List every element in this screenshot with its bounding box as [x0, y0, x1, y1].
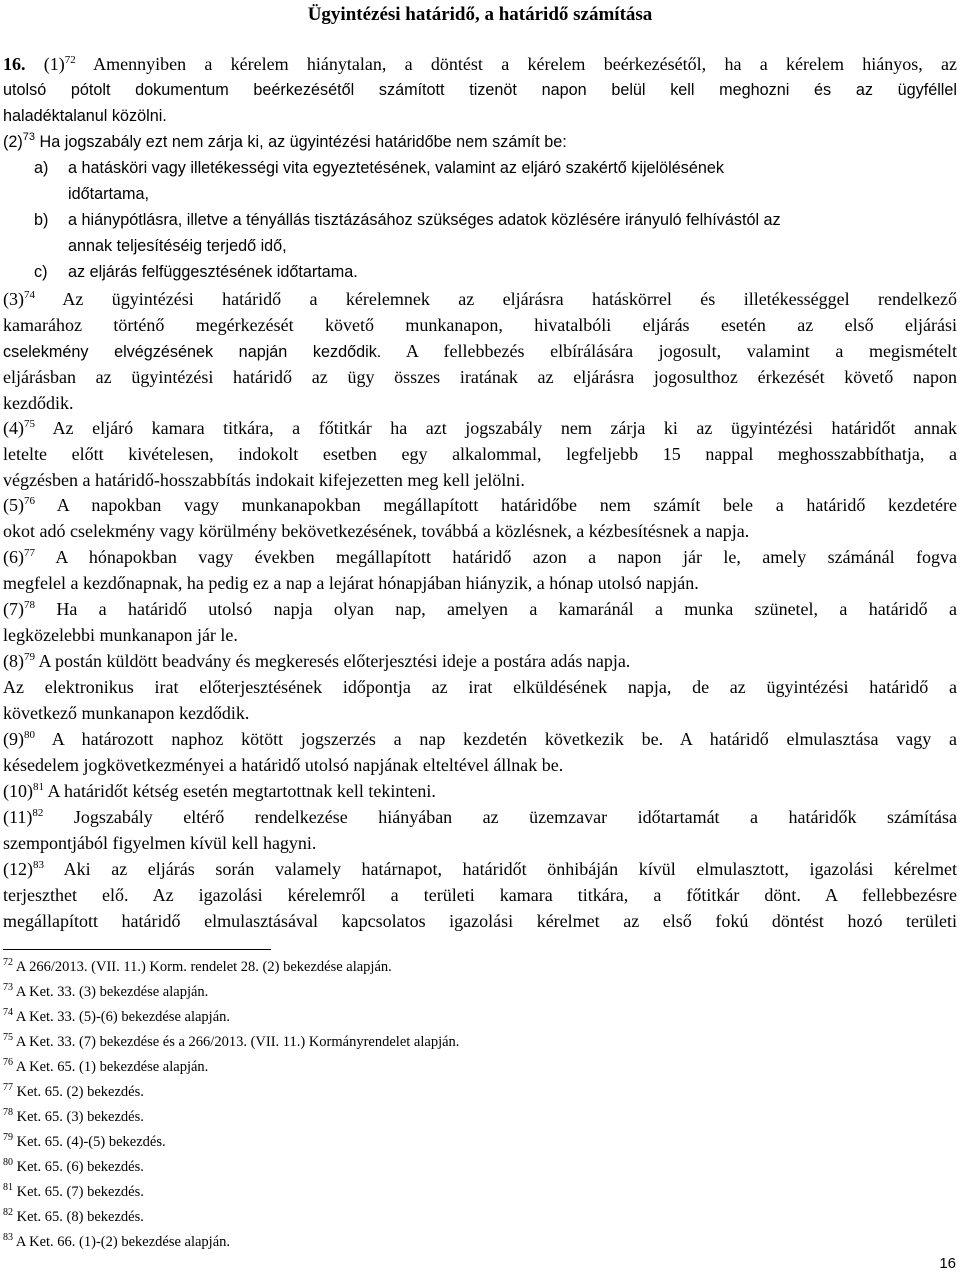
footnote-number: 77: [3, 1082, 13, 1093]
paragraph-12-line-2: terjeszthet elő. Az igazolási kérelemről a területi kamara titkára, a főtitkár dönt. A fellebbezésre: [3, 885, 957, 905]
paragraph-number: (7): [3, 599, 24, 619]
footnote: [3, 958, 392, 976]
paragraph-text: Amennyiben a kérelem hiánytalan, a döntést a kérelem beérkezésétől, ha a kérelem hiányos, az: [93, 54, 957, 74]
footnote-text: A Ket. 33. (5)-(6) bekezdése alapján.: [15, 1009, 231, 1025]
paragraph-text: Jogszabály eltérő rendelkezése hiányában az üzemzavar időtartamát a határidők számítása: [73, 807, 957, 827]
footnote: [3, 1158, 144, 1176]
footnote-number: 78: [3, 1107, 13, 1118]
paragraph-number: (6): [3, 547, 24, 567]
paragraph-11-line-1: [3, 805, 957, 829]
paragraph-text: Az ügyintézési határidő a kérelemnek az eljárásra hatáskörrel és illetékességgel rendelkező: [62, 289, 957, 309]
paragraph-10-line-1: [3, 779, 436, 803]
paragraph-number: (12): [3, 859, 33, 879]
paragraph-3-line-1: [3, 287, 957, 311]
paragraph-text: A hónapokban vagy években megállapított határidő azon a napon jár le, amely számánál fogva: [55, 547, 957, 567]
paragraph-12-line-3: megállapított határidő elmulasztásával kapcsolatos igazolási kérelmet az első fokú döntést hozó területi: [3, 911, 957, 931]
list-item-b-label: b): [34, 211, 49, 229]
footnote-ref: 78: [24, 599, 35, 611]
paragraph-text: Ha a határidő utolsó napja olyan nap, amelyen a kamaránál a munka szünetel, a határidő a: [56, 599, 957, 619]
footnote: [3, 1133, 166, 1151]
list-item-c-line-1: az eljárás felfüggesztésének időtartama.: [68, 263, 358, 281]
footnote-number: 81: [3, 1182, 13, 1193]
list-item-b-line-1: a hiánypótlásra, illetve a tényállás tisztázásához szükséges adatok közlésére irányuló felhívástól az: [68, 211, 781, 229]
footnote-ref: 76: [24, 495, 35, 507]
footnote: [3, 983, 208, 1001]
footnote-ref: 73: [22, 131, 36, 143]
footnote-number: 72: [3, 957, 13, 968]
paragraph-6-line-1: [3, 545, 957, 569]
footnote: [3, 1183, 144, 1201]
footnote-ref: 82: [32, 807, 44, 819]
paragraph-11-line-2: szempontjából figyelmen kívül kell hagyni.: [3, 833, 317, 853]
list-item-b-line-2: annak teljesítéséig terjedő idő,: [68, 237, 287, 255]
footnote-ref: 74: [24, 289, 35, 301]
paragraph-text: A napokban vagy munkanapokban megállapított határidőbe nem számít bele a határidő kezdetére: [56, 495, 957, 515]
footnote-ref: 77: [24, 547, 35, 559]
paragraph-1-line-3: haladéktalanul közölni.: [3, 107, 167, 125]
paragraph-number: (3): [3, 289, 24, 309]
page-number: 16: [939, 1255, 956, 1272]
footnote-text: Ket. 65. (4)-(5) bekezdés.: [16, 1134, 166, 1150]
footnote-divider: [3, 949, 271, 950]
paragraph-text: Az eljáró kamara titkára, a főtitkár ha azt jogszabály nem zárja ki az ügyintézési határidőt annak: [52, 418, 957, 438]
list-item-a-label: a): [34, 159, 49, 177]
paragraph-number: (11): [3, 807, 33, 827]
footnote-ref: 75: [24, 418, 35, 430]
section-number: 16.: [3, 54, 26, 74]
paragraph-number: (5): [3, 495, 24, 515]
paragraph-7-line-2: legközelebbi munkanapon jár le.: [3, 625, 238, 645]
paragraph-number: (8): [3, 651, 24, 671]
paragraph-text: A fellebbezés elbírálására jogosult, valamint a megismételt: [405, 341, 957, 361]
page-title: Ügyintézési határidő, a határidő számítása: [307, 4, 653, 25]
footnote-text: Ket. 65. (8) bekezdés.: [16, 1209, 144, 1225]
footnote: [3, 1233, 230, 1251]
paragraph-number: (1): [43, 54, 65, 74]
footnote-text: Ket. 65. (3) bekezdés.: [16, 1109, 144, 1125]
footnote-ref: 80: [24, 729, 35, 741]
paragraph-5-line-2: okot adó cselekmény vagy körülmény bekövetkezésének, továbbá a közlésnek, a kézbesítésnek a napja.: [3, 521, 750, 541]
paragraph-number: (4): [3, 418, 24, 438]
paragraph-3-line-3: [3, 339, 957, 364]
paragraph-4-line-3: végzésben a határidő-hosszabbítás indokait kifejezetten meg kell jelölni.: [3, 470, 525, 490]
paragraph-8-line-3: következő munkanapon kezdődik.: [3, 703, 250, 723]
footnote: [3, 1033, 459, 1051]
paragraph-number: (10): [3, 781, 33, 801]
footnote-number: 74: [3, 1007, 13, 1018]
footnote-number: 83: [3, 1232, 13, 1243]
footnote: [3, 1083, 144, 1101]
footnote-text: A Ket. 33. (3) bekezdése alapján.: [15, 984, 209, 1000]
list-item-a-line-2: időtartama,: [68, 185, 149, 203]
paragraph-text: Ha jogszabály ezt nem zárja ki, az ügyintézési határidőbe nem számít be:: [39, 133, 567, 151]
footnote-ref: 79: [24, 651, 35, 663]
footnote-text: A 266/2013. (VII. 11.) Korm. rendelet 28. (2) bekezdése alapján.: [15, 959, 392, 975]
footnote-text: A Ket. 66. (1)-(2) bekezdése alapján.: [15, 1234, 231, 1250]
paragraph-8-line-1: [3, 649, 630, 673]
footnote: [3, 1008, 230, 1026]
paragraph-text: A postán küldött beadvány és megkeresés előterjesztési ideje a postára adás napja.: [38, 651, 631, 671]
footnote-number: 76: [3, 1057, 13, 1068]
footnote-number: 75: [3, 1032, 13, 1043]
paragraph-3-line-5: kezdődik.: [3, 393, 74, 413]
paragraph-12-line-1: [3, 857, 957, 881]
paragraph-9-line-2: késedelem jogkövetkezményei a határidő utolsó napjának elteltével állnak be.: [3, 755, 564, 775]
footnote: [3, 1108, 144, 1126]
paragraph-number: (9): [3, 729, 24, 749]
paragraph-3-line-2: kamarához történő megérkezését követő munkanapon, hivatalbóli eljárás esetén az első eljárási: [3, 315, 957, 335]
footnote-number: 73: [3, 982, 13, 993]
paragraph-9-line-1: [3, 727, 957, 751]
paragraph-text: cselekmény elvégzésének napján kezdődik.: [3, 343, 382, 361]
paragraph-1-line-2: utolsó pótolt dokumentum beérkezésétől számított tizenöt napon belül kell meghozni és az ügyféllel: [3, 81, 957, 99]
paragraph-2-line-1: [3, 130, 567, 154]
paragraph-3-line-4: eljárásban az ügyintézési határidő az ügy összes iratának az eljárásra jogosulthoz érkezését követő napon: [3, 367, 957, 387]
list-item-a-line-1: a hatásköri vagy illetékességi vita egyeztetésének, valamint az eljáró szakértő kijelölésének: [68, 159, 724, 177]
footnote-ref: 72: [64, 54, 76, 66]
footnote-text: A Ket. 65. (1) bekezdése alapján.: [15, 1059, 209, 1075]
footnote: [3, 1058, 208, 1076]
paragraph-8-line-2: Az elektronikus irat előterjesztésének időpontja az irat elküldésének napja, de az ügyintézési határidő a: [3, 677, 957, 697]
paragraph-number: (2): [3, 133, 23, 151]
paragraph-5-line-1: [3, 493, 957, 517]
footnote-ref: 81: [33, 781, 44, 793]
paragraph-4-line-1: [3, 416, 957, 440]
list-item-c-label: c): [34, 263, 48, 281]
footnote-ref: 83: [33, 859, 44, 871]
footnote-text: Ket. 65. (7) bekezdés.: [16, 1184, 144, 1200]
paragraph-6-line-2: megfelel a kezdőnapnak, ha pedig ez a nap a lejárat hónapjában hiányzik, a hónap utolsó napján.: [3, 573, 699, 593]
footnote-number: 79: [3, 1132, 13, 1143]
paragraph-4-line-2: letelte előtt kivételesen, indokolt esetben egy alkalommal, legfeljebb 15 nappal meghosszabbíthatja, a: [3, 444, 957, 464]
paragraph-7-line-1: [3, 597, 957, 621]
footnote-text: Ket. 65. (6) bekezdés.: [16, 1159, 144, 1175]
paragraph-1-line-1: [3, 52, 957, 76]
paragraph-text: A határidőt kétség esetén megtartottnak kell tekinteni.: [47, 781, 436, 801]
footnote-text: Ket. 65. (2) bekezdés.: [16, 1084, 144, 1100]
paragraph-text: A határozott naphoz kötött jogszerzés a nap kezdetén következik be. A határidő elmulasztása vagy a: [51, 729, 957, 749]
footnote-text: A Ket. 33. (7) bekezdése és a 266/2013. (VII. 11.) Kormányrendelet alapján.: [15, 1034, 460, 1050]
footnote: [3, 1208, 144, 1226]
paragraph-text: Aki az eljárás során valamely határnapot, határidőt önhibáján kívül elmulasztott, igazolási kérelmet: [63, 859, 958, 879]
footnote-number: 82: [3, 1207, 13, 1218]
footnote-number: 80: [3, 1157, 13, 1168]
